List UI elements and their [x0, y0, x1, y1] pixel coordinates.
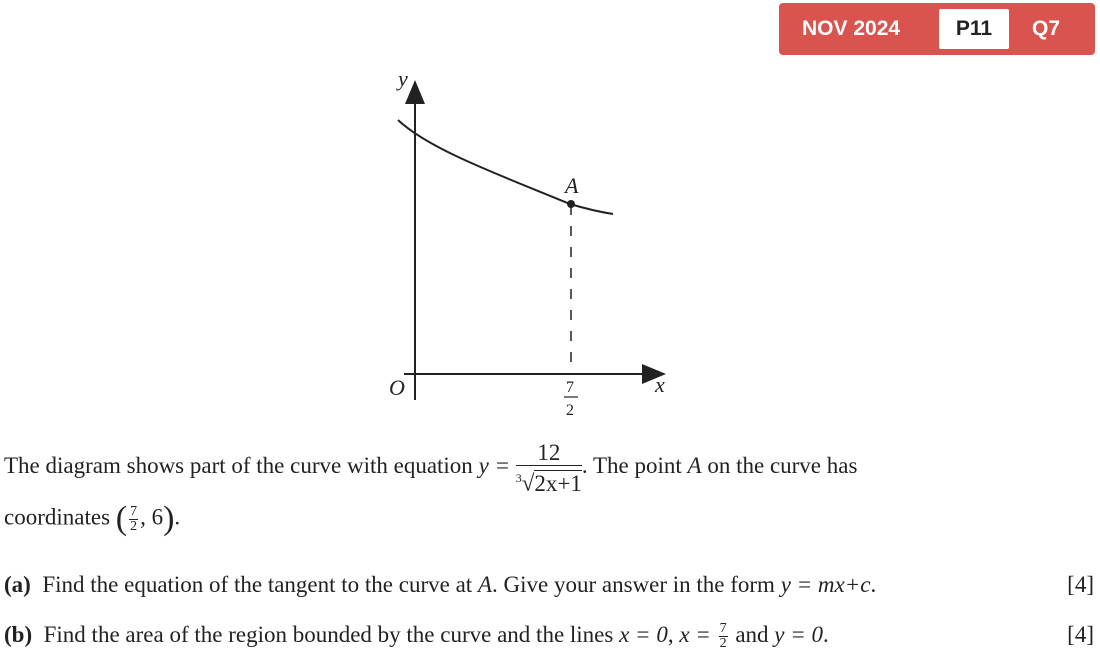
equation-denominator: $^3$√2x+1 [515, 470, 582, 496]
point-a-marker [567, 200, 575, 208]
part-b [4, 622, 829, 651]
part-b-and: and [729, 622, 775, 647]
part-b-eq1: x = 0 [619, 622, 668, 647]
part-a-point: A [477, 572, 492, 597]
question-stem-line2: coordinates ( $\frac{7}{2}$ , 6). [4, 500, 181, 537]
point-a-label: A [565, 173, 579, 198]
equation-fraction [516, 440, 582, 496]
part-b-label: (b) [4, 622, 33, 647]
part-a-marks: [4] [1067, 572, 1094, 597]
part-b-end: . [823, 622, 829, 647]
part-b-frac-num: 7 [719, 621, 727, 637]
part-b-eq3: y = 0 [774, 622, 824, 647]
question-number: Q7 [1032, 17, 1061, 40]
radicand: 2x+1 [534, 470, 582, 496]
stem-point: A [687, 453, 702, 479]
part-a [4, 572, 876, 598]
coord-y: , 6 [140, 504, 164, 530]
part-b-frac-den: 2 [719, 636, 727, 652]
part-a-form: y = mx+c [780, 572, 871, 597]
part-b-text: Find the area of the region bounded by the curve and the lines [43, 622, 620, 647]
part-b-marks: [4] [1067, 622, 1094, 647]
paper-number: P11 [939, 9, 1009, 49]
question-stem-line1 [4, 440, 857, 496]
part-b-eq2: x = [679, 622, 717, 647]
part-b-fraction [719, 622, 728, 651]
root-index: 3 [515, 471, 522, 485]
coord-denominator: 2 [130, 518, 138, 534]
x-tick-denominator: 2 [566, 402, 574, 419]
stem-after: . The point [581, 453, 688, 479]
equation-numerator: 12 [516, 440, 582, 466]
curve-diagram [0, 0, 700, 430]
coord-fraction [129, 505, 138, 534]
stem-end: . [174, 504, 181, 530]
stem-y-equals: y = [478, 453, 511, 479]
part-a-text2: . Give your answer in the form [492, 572, 781, 597]
x-axis-label: x [655, 372, 665, 397]
part-b-sep: , [667, 622, 680, 647]
part-a-label: (a) [4, 572, 31, 597]
coord-numerator: 7 [130, 503, 138, 519]
stem-after2: on the curve has [701, 453, 858, 479]
coords-word: coordinates [4, 504, 116, 530]
question-badge [779, 3, 1095, 55]
origin-label: O [389, 375, 405, 400]
x-tick-numerator: 7 [566, 379, 574, 396]
exam-session: NOV 2024 [802, 17, 901, 40]
part-a-text: Find the equation of the tangent to the curve at [42, 572, 478, 597]
stem-intro: The diagram shows part of the curve with equation [4, 453, 479, 479]
y-axis-label: y [398, 66, 408, 91]
part-a-end: . [870, 572, 877, 597]
curve [398, 120, 613, 214]
